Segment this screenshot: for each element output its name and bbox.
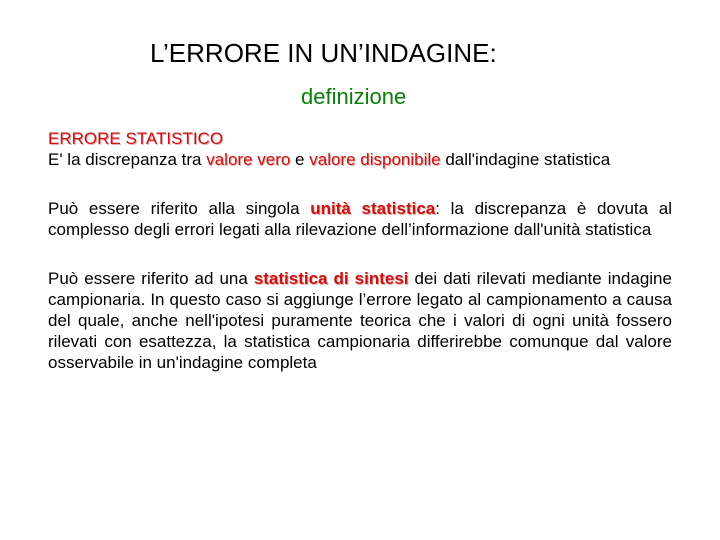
term-statistical-unit: unità statistica: [310, 199, 436, 218]
section-heading: ERRORE STATISTICO: [48, 129, 224, 148]
term-available-value: valore disponibile: [309, 150, 441, 169]
summary-text-2: dei dati rilevati mediante indagine campionaria. In questo caso si aggiunge l’errore legato al campionamento a causa del quale, anche nell'ipotesi puramente teorica che i valori di ogni unità fossero rilevati con esattezza, la statistica campionaria differirebbe comunque dal valore osservabile in un'indagine completa: [48, 269, 672, 372]
term-summary-statistic: statistica di sintesi: [253, 269, 409, 288]
unit-text-2: : la discrepanza è dovuta al complesso degli errori legati alla rilevazione dell’informazione dall'unità statistica: [48, 199, 672, 239]
unit-paragraph: [48, 198, 672, 240]
slide-title: L’ERRORE IN UN’INDAGINE:: [150, 38, 497, 68]
slide-body: [48, 128, 672, 373]
unit-text-1: Può essere riferito alla singola: [48, 199, 311, 218]
summary-paragraph: [48, 268, 672, 373]
slide-subtitle: definizione: [301, 84, 407, 109]
definition-paragraph: [48, 149, 672, 170]
definition-text-1: E' la discrepanza tra: [48, 150, 207, 169]
term-true-value: valore vero: [206, 150, 291, 169]
summary-text-1: Può essere riferito ad una: [48, 269, 254, 288]
definition-text-3: dall'indagine statistica: [440, 150, 611, 169]
definition-text-2: e: [290, 150, 310, 169]
